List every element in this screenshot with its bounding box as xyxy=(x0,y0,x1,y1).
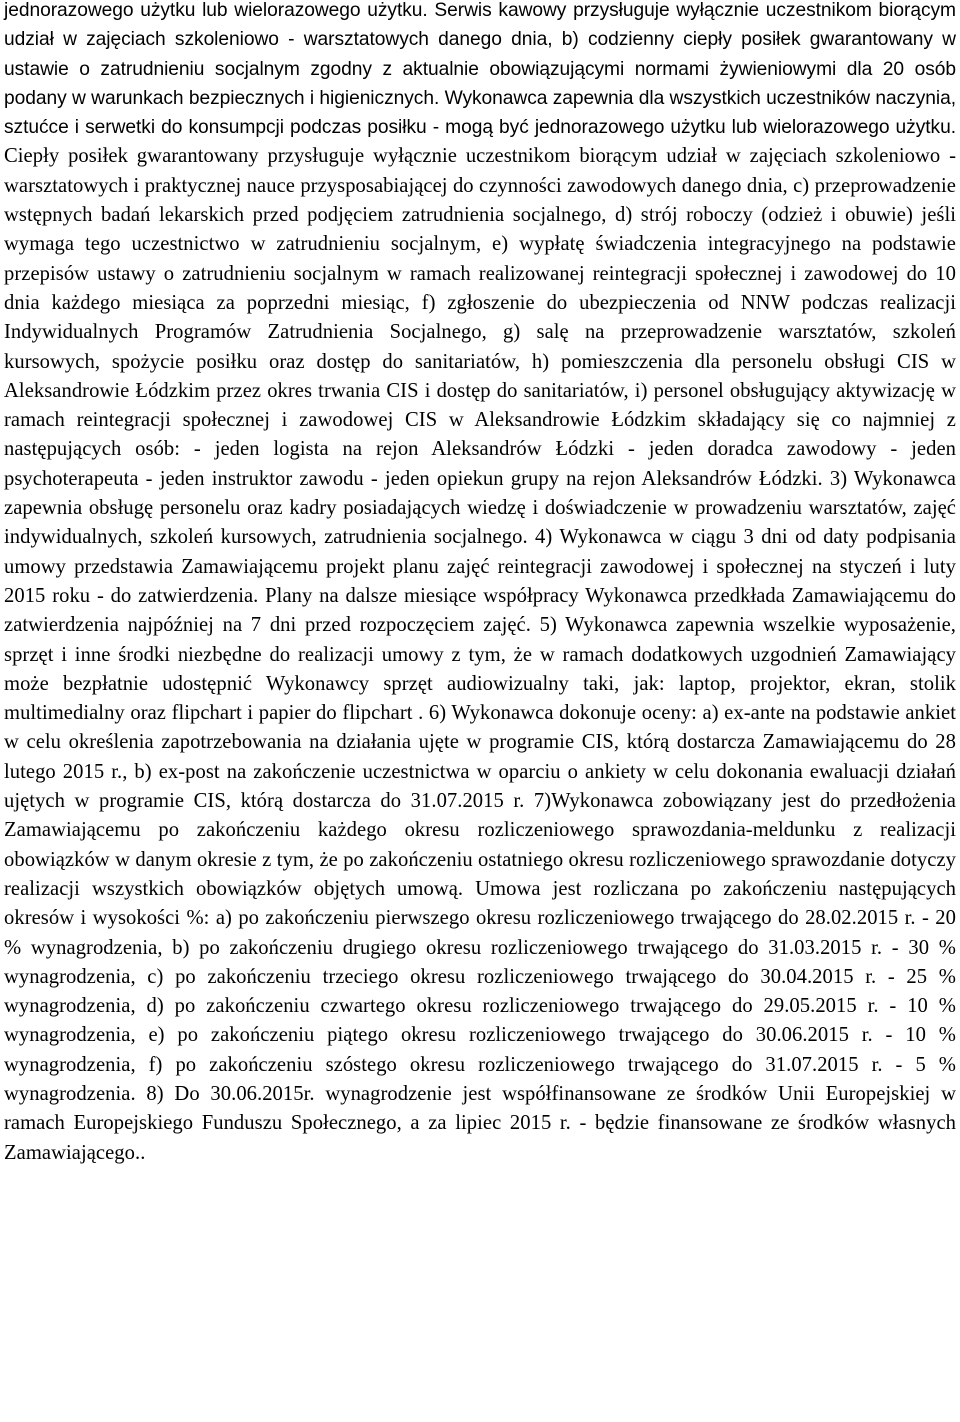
text-run-serif: Ciepły posiłek gwarantowany przysługuje wyłącznie uczestnikom biorącym udział w zajęciach szkoleniowo - warsztatowych i praktycznej nauce przysposabiającej do czynności zawodowych danego dnia, c) przeprowadzenie wstępnych badań lekarskich przed podjęciem zatrudnienia socjalnego, d) strój roboczy (odzież i obuwie) jeśli wymaga tego uczestnictwo w zatrudnieniu socjalnym, e) wypłatę świadczenia integracyjnego na podstawie przepisów ustawy o zatrudnieniu socjalnym w ramach realizowanej reintegracji społecznej i zawodowej do 10 dnia każdego miesiąca za poprzedni miesiąc, f) zgłoszenie do ubezpieczenia od NNW podczas realizacji Indywidualnych Programów Zatrudnienia Socjalnego, g) salę na przeprowadzenie warsztatów, szkoleń kursowych, spożycie posiłku oraz dostęp do sanitariatów, h) pomieszczenia dla personelu obsługi CIS w Aleksandrowie Łódzkim przez okres trwania CIS i dostęp do sanitariatów, i) personel obsługujący aktywizację w ramach reintegracji społecznej i zawodowej CIS w Aleksandrowie Łódzkim składający się co najmniej z następujących osób: - jeden logista na rejon Aleksandrów Łódzki - jeden doradca zawodowy - jeden psychoterapeuta - jeden instruktor zawodu - jeden opiekun grupy na rejon Aleksandrów Łódzki. 3) Wykonawca zapewnia obsługę personelu oraz kadry posiadających wiedzę i doświadczenie w prowadzeniu warsztatów, zajęć indywidualnych, szkoleń kursowych, zatrudnienia socjalnego. 4) Wykonawca w ciągu 3 dni od daty podpisania umowy przedstawia Zamawiającemu projekt planu zajęć reintegracji zawodowej i społecznej na styczeń i luty 2015 roku - do zatwierdzenia. Plany na dalsze miesiące współpracy Wykonawca przedkłada Zamawiającemu do zatwierdzenia najpóźniej na 7 dni przed rozpoczęciem zajęć. 5) Wykonawca zapewnia wszelkie wyposażenie, sprzęt i inne środki niezbędne do realizacji umowy z tym, że w ramach dodatkowych uzgodnień Zamawiający może bezpłatnie udostępnić Wykonawcy sprzęt audiowizualny taki, jak: laptop, projektor, ekran, stolik multimedialny oraz flipchart i papier do flipchart . 6) Wykonawca dokonuje oceny: a) ex-ante na podstawie ankiet w celu określenia zapotrzebowania na działania ujęte w programie CIS, którą dostarcza Zamawiającemu do 28 lutego 2015 r., b) ex-post na zakończenie uczestnictwa w oparciu o ankiety w celu dokonania ewaluacji działań ujętych w programie CIS, którą dostarcza do 31.07.2015 r. 7)Wykonawca zobowiązany jest do przedłożenia Zamawiającemu po zakończeniu każdego okresu rozliczeniowego sprawozdania-meldunku z realizacji obowiązków w danym okresie z tym, że po zakończeniu ostatniego okresu rozliczeniowego sprawozdanie dotyczy realizacji wszystkich obowiązków objętych umową. Umowa jest rozliczana po zakończeniu następujących okresów i wysokości %: a) po zakończeniu pierwszego okresu rozliczeniowego trwającego do 28.02.2015 r. - 20 % wynagrodzenia, b) po zakończeniu drugiego okresu rozliczeniowego trwającego do 31.03.2015 r. - 30 % wynagrodzenia, c) po zakończeniu trzeciego okresu rozliczeniowego trwającego do 30.04.2015 r. - 25 % wynagrodzenia, d) po zakończeniu czwartego okresu rozliczeniowego trwającego do 29.05.2015 r. - 10 % wynagrodzenia, e) po zakończeniu piątego okresu rozliczeniowego trwającego do 30.06.2015 r. - 10 % wynagrodzenia, f) po zakończeniu szóstego okresu rozliczeniowego trwającego do 31.07.2015 r. - 5 % wynagrodzenia. 8) Do 30.06.2015r. wynagrodzenie jest współfinansowane ze środków Unii Europejskiej w ramach Europejskiego Funduszu Społecznego, a za lipiec 2015 r. - będzie finansowane ze środków własnych Zamawiającego.. xyxy=(4,145,956,1164)
paragraph xyxy=(4,0,956,1168)
text-run-sans: jednorazowego użytku lub wielorazowego użytku. Serwis kawowy przysługuje wyłącznie uczestnikom biorącym udział w zajęciach szkoleniowo - warsztatowych danego dnia, b) codzienny ciepły posiłek gwarantowany w ustawie o zatrudnieniu socjalnym zgodny z aktualnie obowiązującymi normami żywieniowymi dla 20 osób podany w warunkach bezpiecznych i higienicznych. Wykonawca zapewnia dla wszystkich uczestników naczynia, sztućce i serwetki do konsumpcji podczas posiłku - mogą być jednorazowego użytku lub wielorazowego użytku. xyxy=(4,0,956,139)
document-body xyxy=(4,0,956,1168)
